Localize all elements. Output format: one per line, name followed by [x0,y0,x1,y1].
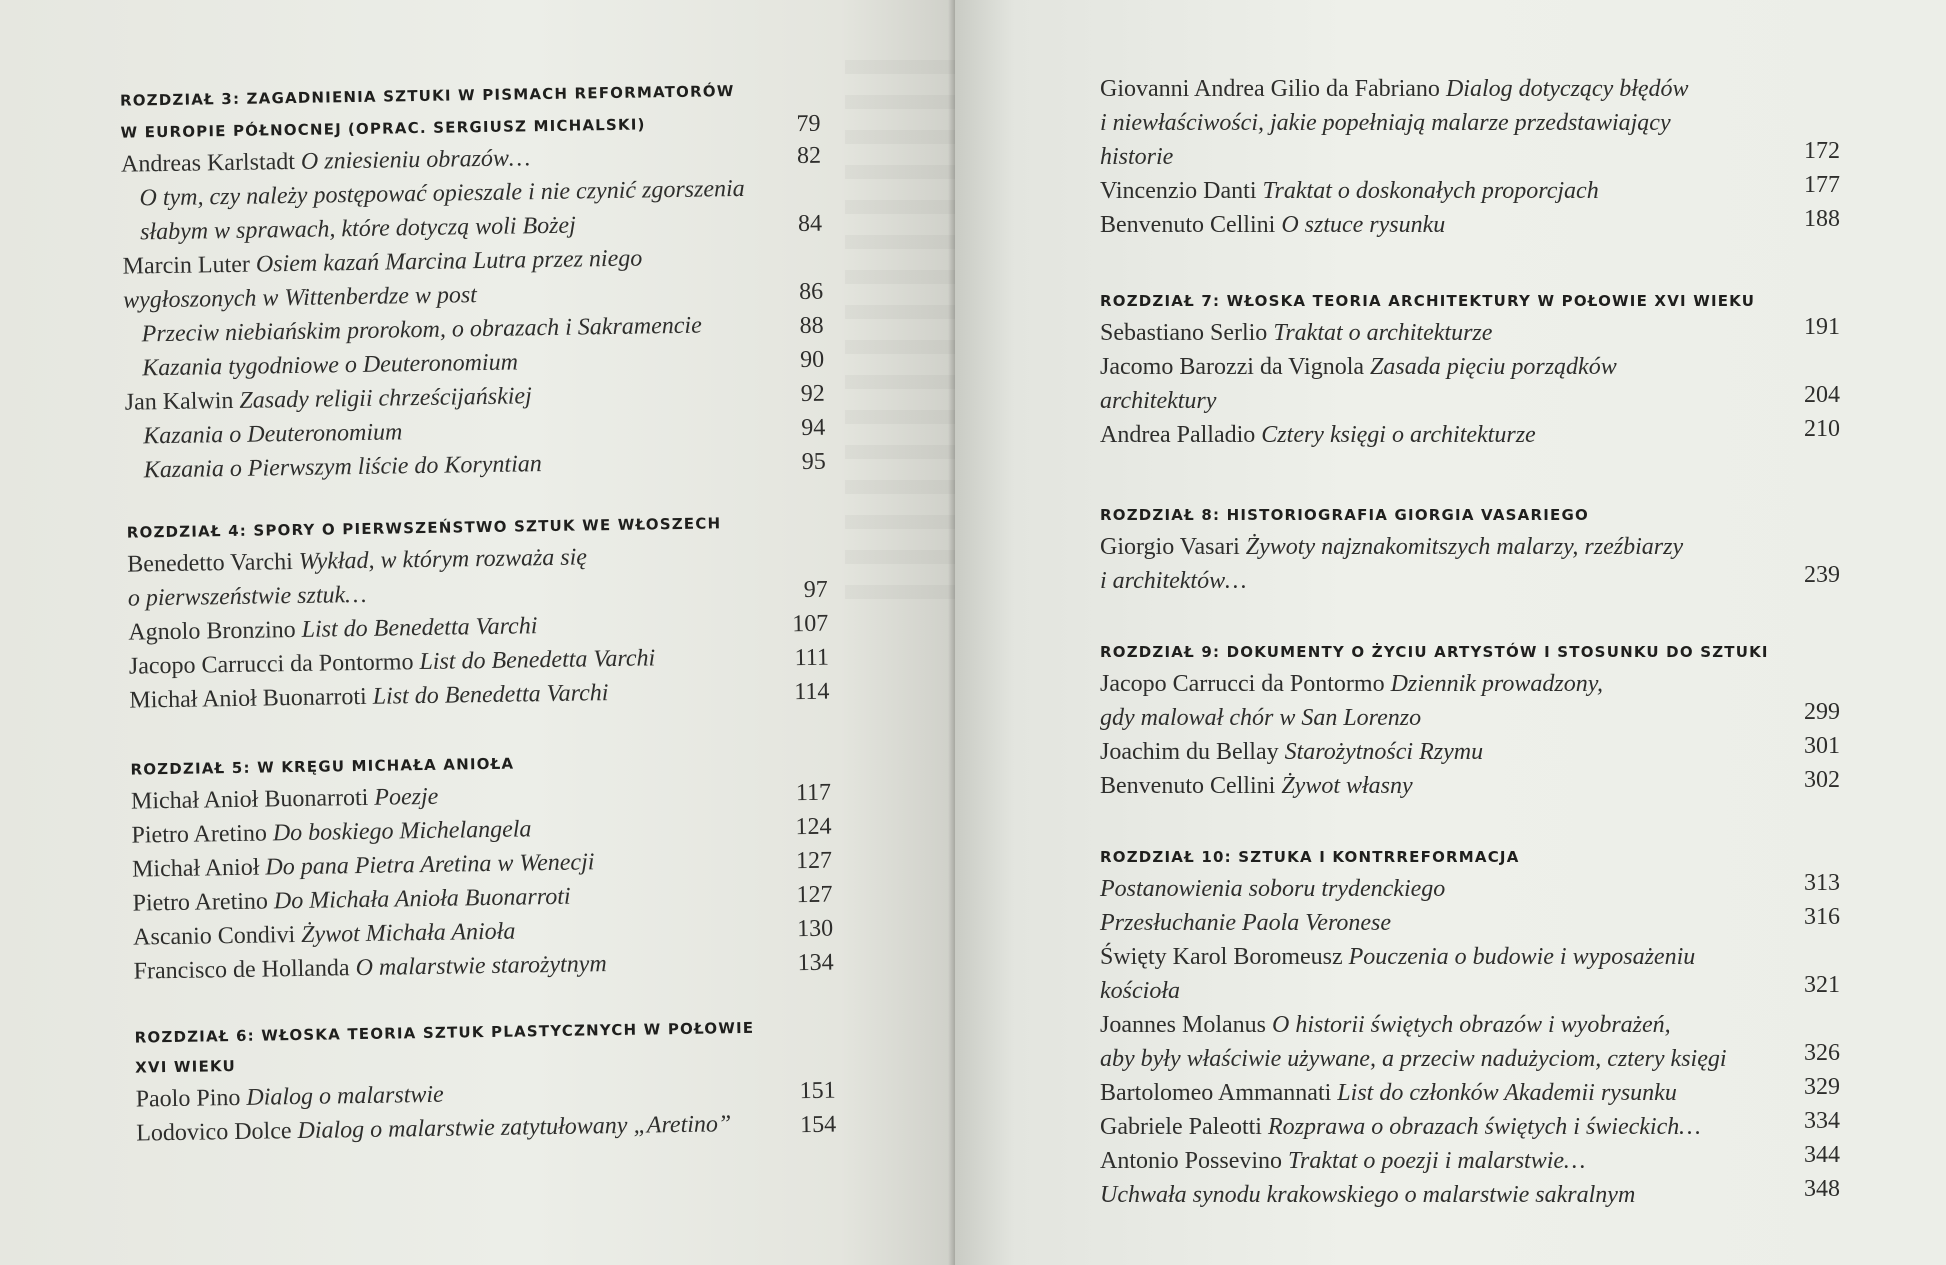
page-number: 84 [797,210,823,238]
entry-title-continuation: architektury [1100,388,1217,414]
entry-author: Sebastiano Serlio [1100,320,1268,346]
page-number: 127 [795,847,833,875]
toc-entry [1100,316,1840,350]
toc-entry [1100,350,1840,418]
page-number: 302 [1804,767,1840,793]
page-number: 204 [1804,382,1840,408]
right-toc [955,0,1946,1265]
page-number: 134 [797,949,834,977]
toc-entry [1100,906,1840,940]
chapter-heading: ROZDZIAŁ 4: SPORY O PIERWSZEŃSTWO SZTUK WE WŁOSZECH [126,514,722,542]
toc-entry [121,171,822,250]
entry-title: Dziennik prowadzony, [1390,671,1604,697]
page-number: 172 [1804,138,1840,164]
entry-author: Andrea Palladio [1100,422,1256,448]
entry-author: Vincenzio Danti [1100,178,1257,204]
page-number: 90 [799,346,825,374]
entry-title: Żywot własny [1281,773,1413,799]
toc-entry [1100,769,1840,803]
page-number: 301 [1804,733,1840,759]
show-through-text [845,60,955,620]
entry-author: Ascanio Condivi [132,922,296,951]
entry-title: Zasada pięciu porządków [1370,354,1617,380]
toc-entry [1100,1076,1840,1110]
chapter-heading: ROZDZIAŁ 7: WŁOSKA TEORIA ARCHITEKTURY W POŁOWIE XVI WIEKU [1100,292,1756,310]
entry-author: Jacomo Barozzi da Vignola [1100,354,1365,380]
entry-author: Pietro Aretino [131,820,268,849]
entry-author: Michał Anioł Buonarroti [129,683,367,714]
page-number: 127 [796,881,833,909]
page-number: 117 [795,779,832,807]
page-number: 316 [1804,904,1840,930]
page-number: 130 [796,915,834,943]
page-number: 299 [1804,699,1840,725]
entry-title: O tym, czy należy postępować opieszale i nie czynić zgorszenia [139,175,745,212]
chapter-7 [1100,286,1840,452]
entry-author: Benedetto Varchi [127,549,294,578]
entry-author: Lodovico Dolce [136,1118,292,1147]
entry-title-continuation: o pierwszeństwie sztuk… [127,581,367,612]
entry-title: List do Benedetta Varchi [372,680,609,710]
entry-title: Zasady religii chrześcijańskiej [239,383,532,414]
entry-author: Benvenuto Cellini [1100,212,1276,238]
chapter-4 [127,507,830,718]
entry-title: Traktat o architekturze [1273,320,1493,346]
chapter-3 [120,75,826,488]
entry-title: Pouczenia o budowie i wyposażeniu [1348,944,1696,970]
entry-author: Marcin Luter [122,251,251,280]
page-number: 348 [1804,1176,1840,1202]
page-number: 313 [1804,870,1840,896]
toc-entry [1100,72,1840,174]
chapter-heading: XVI WIEKU [135,1056,237,1077]
chapter-5 [130,744,834,989]
toc-entry [1100,1144,1840,1178]
toc-entry [122,239,823,318]
chapter-heading: ROZDZIAŁ 10: SZTUKA I KONTRREFORMACJA [1100,848,1520,866]
page-number: 188 [1804,206,1840,232]
entry-title: Dialog dotyczący błędów [1445,76,1689,102]
chapter-heading: ROZDZIAŁ 8: HISTORIOGRAFIA GIORGIA VASARIEGO [1100,506,1589,524]
toc-entry [1100,174,1840,208]
entry-title: Żywot Michała Anioła [300,918,516,948]
entry-title-continuation: i niewłaściwości, jakie popełniają malarze przedstawiający [1100,110,1671,136]
toc-entry [1100,940,1840,1008]
entry-author: Francisco de Hollanda [133,955,350,985]
entry-title: Poezje [374,783,439,811]
entry-title: Dialog o malarstwie zatytułowany „Aretino” [297,1111,732,1145]
page-number: 114 [794,678,830,706]
entry-author: Michał Anioł [131,854,260,883]
entry-title-continuation: historie [1100,144,1174,170]
page-number: 94 [801,414,826,442]
entry-author: Bartolomeo Ammannati [1100,1080,1332,1106]
entry-title: Starożytności Rzymu [1284,739,1484,765]
toc-entry [1100,530,1840,598]
entry-title: O malarstwie starożytnym [355,951,607,982]
toc-entry [1100,667,1840,735]
chapter-8 [1100,500,1840,598]
page-number: 321 [1804,972,1840,998]
entry-title-continuation: słabym w sprawach, które dotyczą woli Bożej [139,212,576,246]
entry-author: Jacopo Carrucci da Pontormo [128,649,414,680]
page-number: 124 [795,813,832,841]
entry-title: Uchwała synodu krakowskiego o malarstwie sakralnym [1100,1182,1636,1208]
entry-title: O zniesieniu obrazów… [300,145,531,175]
entry-title-continuation: wygłoszonych w Wittenberdze w post [122,282,478,314]
right-page [955,0,1946,1265]
page-number: 191 [1804,314,1840,340]
page-number: 329 [1804,1074,1840,1100]
page-number: 82 [796,142,822,170]
entry-title: Kazania o Pierwszym liście do Koryntian [143,451,542,484]
entry-author: Antonio Possevino [1100,1148,1283,1174]
chapter-6-continued [1100,72,1840,242]
entry-author: Andreas Karlstadt [120,148,296,178]
entry-title: Do pana Pietra Aretina w Wenecji [265,849,595,881]
entry-author: Giovanni Andrea Gilio da Fabriano [1100,76,1440,102]
entry-author: Święty Karol Boromeusz [1100,944,1343,970]
chapter-heading: ROZDZIAŁ 6: WŁOSKA TEORIA SZTUK PLASTYCZNYCH W POŁOWIE [134,1018,755,1047]
toc-entry [1100,1008,1840,1076]
toc-entry [1100,1178,1840,1212]
toc-entry [1100,872,1840,906]
page-number: 107 [792,610,829,638]
entry-author: Paolo Pino [135,1084,241,1113]
entry-title-continuation: gdy malował chór w San Lorenzo [1100,705,1422,731]
entry-title: O historii świętych obrazów i wyobrażeń, [1271,1012,1671,1038]
toc-entry [1100,208,1840,242]
entry-title-continuation: kościoła [1100,978,1180,1004]
page-number: 88 [799,312,824,340]
entry-author: Joannes Molanus [1100,1012,1266,1038]
entry-author: Michał Anioł Buonarroti [130,784,369,815]
entry-title: List do Benedetta Varchi [419,645,656,676]
chapter-9 [1100,637,1840,803]
entry-author: Benvenuto Cellini [1100,773,1276,799]
entry-title: Traktat o doskonałych proporcjach [1262,178,1599,204]
entry-title: Do boskiego Michelangela [272,816,532,847]
entry-title: Wykład, w którym rozważa się [298,544,588,575]
entry-title: Żywoty najznakomitszych malarzy, rzeźbiarzy [1245,534,1684,560]
page-number: 239 [1804,562,1840,588]
entry-title: Kazania o Deuteronomium [143,419,403,450]
entry-author: Gabriele Paleotti [1100,1114,1262,1140]
entry-author: Joachim du Bellay [1100,739,1279,765]
toc-entry [1100,735,1840,769]
entry-author: Pietro Aretino [132,888,269,917]
chapter-editor: (OPRAC. SERGIUSZ MICHALSKI) [347,115,646,139]
entry-title: List do członków Akademii rysunku [1337,1080,1677,1106]
page-number: 97 [803,576,828,604]
entry-title: Przeciw niebiańskim prorokom, o obrazach i Sakramencie [141,312,702,348]
left-page [0,0,955,1265]
entry-title: Traktat o poezji i malarstwie… [1288,1148,1586,1174]
entry-author: Jacopo Carrucci da Pontormo [1100,671,1385,697]
entry-title: Kazania tygodniowe o Deuteronomium [142,349,519,382]
heading-line: W EUROPIE PÓŁNOCNEJ [120,120,343,142]
entry-title: List do Benedetta Varchi [301,613,538,643]
entry-title: Do Michała Anioła Buonarroti [273,883,571,915]
left-toc [0,0,955,1265]
toc-entry [1100,418,1840,452]
entry-author: Giorgio Vasari [1100,534,1240,560]
page-number: 151 [799,1077,836,1105]
page-number: 210 [1804,416,1840,442]
page-number: 111 [794,644,830,672]
entry-author: Agnolo Bronzino [128,616,296,646]
page-number: 344 [1804,1142,1840,1168]
page-number: 79 [796,110,821,138]
chapter-10 [1100,842,1840,1212]
chapter-heading: ROZDZIAŁ 9: DOKUMENTY O ŻYCIU ARTYSTÓW I STOSUNKU DO SZTUKI [1100,643,1769,661]
page-number: 86 [798,278,824,306]
heading-line: ROZDZIAŁ 3: ZAGADNIENIA SZTUKI W PISMACH REFORMATORÓW [119,82,735,110]
page-number: 95 [801,448,826,476]
page-number: 177 [1804,172,1840,198]
entry-title-continuation: aby były właściwie używane, a przeciw nadużyciom, cztery księgi [1100,1046,1727,1072]
entry-title: Rozprawa o obrazach świętych i świeckich… [1267,1114,1701,1140]
chapter-heading: ROZDZIAŁ 5: W KRĘGU MICHAŁA ANIOŁA [130,754,515,779]
entry-title: Osiem kazań Marcina Lutra przez niego [255,245,643,278]
entry-author: Jan Kalwin [124,387,234,416]
entry-title: Postanowienia soboru trydenckiego [1100,876,1446,902]
chapter-6 [134,1012,836,1151]
toc-entry [1100,1110,1840,1144]
entry-title: Dialog o malarstwie [246,1081,444,1111]
page-number: 326 [1804,1040,1840,1066]
page-number: 92 [800,380,825,408]
entry-title: Przesłuchanie Paola Veronese [1100,910,1392,936]
page-number: 334 [1804,1108,1840,1134]
page-number: 154 [799,1111,837,1139]
toc-entry [127,537,828,616]
entry-title-continuation: i architektów… [1100,568,1247,594]
entry-title: Cztery księgi o architekturze [1261,422,1536,448]
entry-title: O sztuce rysunku [1281,212,1446,238]
